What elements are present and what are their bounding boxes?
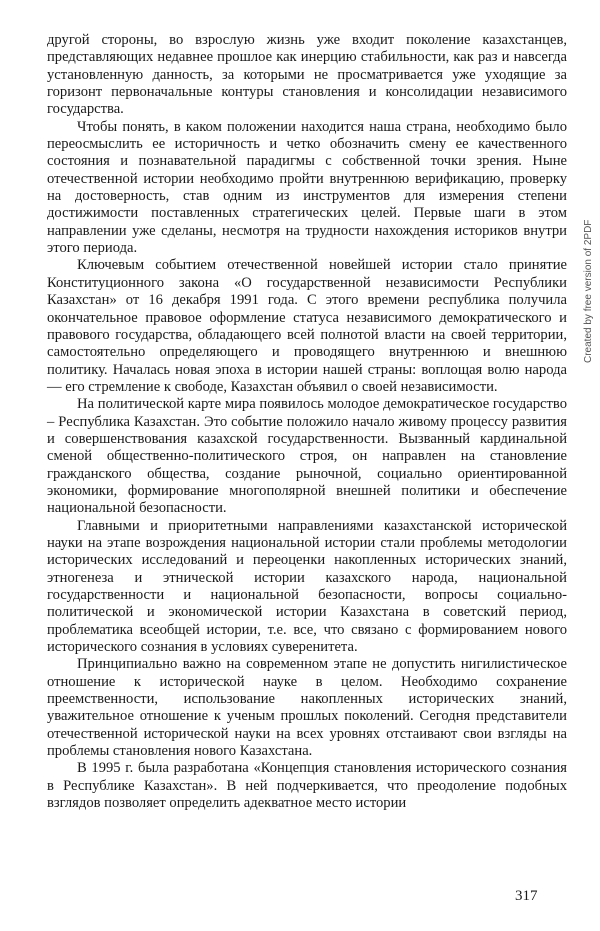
paragraph-5: Главными и приоритетными направлениями казахстанской исторической науки на этапе возрождения национальной истории стали проблемы методологии исторических исследований и переоценки накопленных исторических знаний, этногенеза и этнической истории казахского народа, национальной государственности и национальной безопасности, вопросы социально-политической и экономической истории Казахстана в советский период, проблематика всеобщей истории, т.е. все, что связано с формированием нового исторического сознания в условиях суверенитета.	[47, 517, 567, 656]
paragraph-7: В 1995 г. была разработана «Концепция становления исторического сознания в Республике Казахстан». В ней подчеркивается, что преодоление подобных взглядов позволяет определить адекватное место истории	[47, 760, 567, 812]
paragraph-1: другой стороны, во взрослую жизнь уже входит поколение казахстанцев, представляющих недавнее прошлое как инерцию стабильности, как раз и навсегда установленную данность, за которыми не просматривается уже уходящие за горизонт первоначальные контуры становления и консолидации независимого государства.	[47, 32, 567, 118]
page-text-block	[47, 32, 567, 812]
paragraph-6: Принципиально важно на современном этапе не допустить нигилистическое отношение к исторической науке в целом. Необходимо сохранение преемственности, использование накопленных исторических знаний, уважительное отношение к ученым прошлых поколений. Сегодня представители отечественной исторической науки на всех уровнях отстаивают свои взгляды на проблемы становления нового Казахстана.	[47, 656, 567, 760]
watermark-text: Created by free version of 2PDF	[583, 219, 594, 363]
paragraph-2: Чтобы понять, в каком положении находится наша страна, необходимо было переосмыслить ее историчность и четко обозначить смену ее качественного состояния и познавательной парадигмы с собственной точки зрения. Ныне отечественной истории необходимо пройти внутреннюю верификацию, проверку на достоверность, став одним из инструментов для измерения степени достижимости поставленных стратегических целей. Первые шаги в этом направлении уже сделаны, несмотря на трудности нахождения историков внутри этого периода.	[47, 118, 567, 257]
paragraph-3: Ключевым событием отечественной новейшей истории стало принятие Конституционного закона «О государственной независимости Республики Казахстан» от 16 декабря 1991 года. С этого времени республика получила окончательное правовое оформление статуса независимого демократического и правового государства, обладающего всей полнотой власти на своей территории, самостоятельно определяющего и проводящего внутреннюю и внешнюю политику. Началась новая эпоха в истории нашей страны: воплощая волю народа — его стремление к свободе, Казахстан объявил о своей независимости.	[47, 257, 567, 395]
page-number: 317	[515, 888, 538, 904]
paragraph-4: На политической карте мира появилось молодое демократическое государство – Республика Казахстан. Это событие положило начало живому процессу развития и совершенствования казахской государственности. Вызванный кардинальной сменой общественно-политического строя, он направлен на становление гражданского общества, создание рыночной, социально ориентированной экономики, формирование многополярной внешней политики и обеспечение национальной безопасности.	[47, 396, 567, 517]
